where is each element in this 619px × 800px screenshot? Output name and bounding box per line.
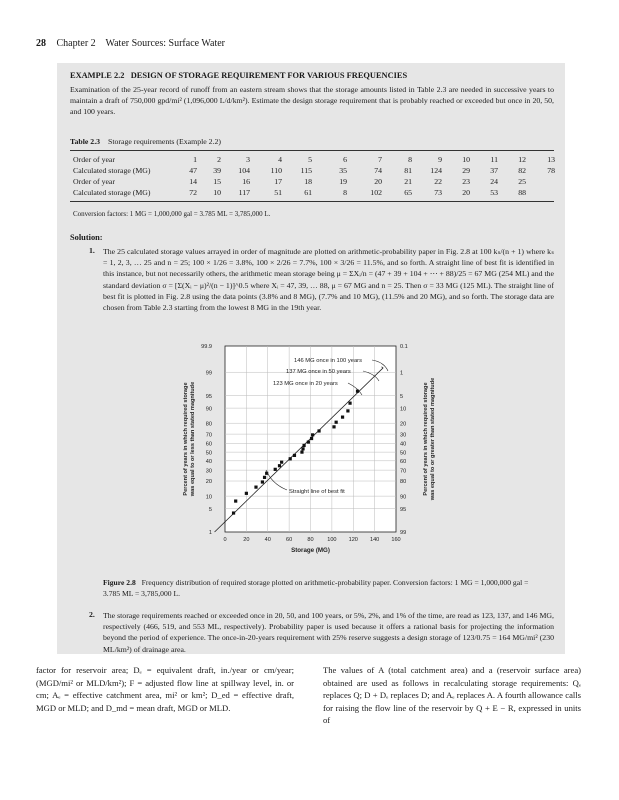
x-tick-label: 60 <box>286 537 293 543</box>
table-cell: 81 <box>404 166 412 175</box>
data-point <box>341 416 344 419</box>
table-cell: 8 <box>408 155 412 164</box>
table-cell: 17 <box>274 177 282 186</box>
y-tick-label-right: 90 <box>400 494 407 501</box>
y-tick-label-left: 99 <box>205 370 212 377</box>
data-point <box>263 476 266 479</box>
data-point <box>311 433 314 436</box>
data-point <box>234 499 237 502</box>
y-tick-label-left: 30 <box>205 468 212 475</box>
table-cell: 65 <box>404 188 412 197</box>
footer-right-column: The values of A (total catchment area) and a (reservoir surface area) obtained are used as follows in recalculating storage requirements: Qₑ replaces Q; D + Dₑ replaces D; and Aₑ replaces A. A fourth allowance calls for raising the flow line of the reservoir by Q + E − R, expressed in units of <box>323 665 581 726</box>
y-tick-label-right: 80 <box>400 479 407 486</box>
figure-label: Figure 2.8 <box>103 578 136 587</box>
data-point <box>245 492 248 495</box>
y-tick-label-left: 70 <box>205 432 212 439</box>
y-tick-label-right: 30 <box>400 432 407 439</box>
table-cell: 72 <box>189 188 197 197</box>
best-fit-label: Straight line of best fit <box>289 489 345 495</box>
step1-text: The 25 calculated storage values arrayed in order of magnitude are plotted on arithmetic-probability paper in Fig. 2.8 at 100 kₛ/(n + 1) where kₛ = 1, 2, 3, … 25 and n = 25; 100 × 1/26 = 3.8%, 100 × 2/26 = 7.7%, 100 × 3/26 = 11.5%, and so forth. A straight line of best fit is identified in this instance, but not necessarily others, the arithmetic mean storage being μ = ΣXᵢ/n = (47 + 39 + 104 + ⋯ + 88)/25 = 67 MG (254 ML) and the standard deviation σ = [Σ(Xᵢ − μ)²/(n − 1)]^0.5 where Xᵢ = 47, 39, … 88, μ = 67 MG and n = 25. Then σ = 33 MG (125 ML). The straight line of best fit is plotted in Fig. 2.8 using the data points (3.8% and 8 MG), (7.7% and 10 MG), (11.5% and 20 MG), and so forth. The storage data are chosen from Table 2.3 starting from the lowest 8 MG in the 19th year. <box>103 247 554 313</box>
y-tick-label-right: 50 <box>400 450 407 457</box>
data-point <box>301 447 304 450</box>
table-cell: 22 <box>434 177 442 186</box>
data-point <box>293 454 296 457</box>
y-tick-label-left: 5 <box>208 506 212 513</box>
step1-number: 1. <box>89 246 95 255</box>
y-tick-label-right: 20 <box>400 421 407 428</box>
table-cell: 6 <box>343 155 347 164</box>
figure-caption <box>103 578 543 599</box>
table-cell: 19 <box>339 177 347 186</box>
solution-title: Solution: <box>70 233 103 242</box>
table-cell: 4 <box>278 155 282 164</box>
data-point <box>310 437 313 440</box>
data-point <box>335 421 338 424</box>
table-cell: 39 <box>213 166 221 175</box>
y-axis-label-right: Percent of years in which required storagewas equal to or greater than stated magnitude <box>423 377 436 501</box>
table-cell: 88 <box>518 188 526 197</box>
data-point <box>332 425 335 428</box>
data-point <box>346 409 349 412</box>
x-tick-label: 20 <box>243 537 250 543</box>
y-tick-label-left: 40 <box>205 459 212 466</box>
data-point <box>280 461 283 464</box>
y-tick-label-left: 10 <box>205 494 212 501</box>
data-point <box>356 390 359 393</box>
table-cell: 124 <box>430 166 442 175</box>
y-tick-label-left: 90 <box>205 406 212 413</box>
x-axis-label: Storage (MG) <box>291 547 330 554</box>
data-point <box>278 464 281 467</box>
example-title: EXAMPLE 2.2 DESIGN OF STORAGE REQUIREMENT FOR VARIOUS FREQUENCIES <box>70 71 408 80</box>
table-cell: 5 <box>308 155 312 164</box>
data-point <box>261 480 264 483</box>
table-cell: 3 <box>246 155 250 164</box>
x-tick-label: 100 <box>327 537 337 543</box>
y-tick-label-left: 1 <box>208 530 212 537</box>
footer-left-column: factor for reservoir area; Dₑ = equivalent draft, in./year or cm/year; (MGD/mi² or MLD/km²); F = adjusted flow line at spillway level, in. or cm; Aₑ = effective catchment area, mi² or km²; D_ed = effective draft, MGD or MLD; and D_md = mean draft, MGD or MLD. <box>36 665 294 713</box>
table-cell: 35 <box>339 166 347 175</box>
table-cell: 61 <box>304 188 312 197</box>
data-point <box>289 457 292 460</box>
table-cell: 78 <box>547 166 555 175</box>
y-tick-label-right: 40 <box>400 441 407 448</box>
table-cell: 20 <box>462 188 470 197</box>
running-title: Chapter 2 Water Sources: Surface Water <box>56 38 226 49</box>
page-number: 28 <box>36 38 46 49</box>
x-tick-label: 0 <box>223 537 227 543</box>
x-tick-label: 160 <box>391 537 401 543</box>
y-tick-label-right: 1 <box>400 370 404 377</box>
y-tick-label-right: 5 <box>400 393 404 400</box>
data-point <box>348 402 351 405</box>
table-cell: 29 <box>462 166 470 175</box>
table-cell: 2 <box>217 155 221 164</box>
y-tick-label-left: 80 <box>205 421 212 428</box>
table-cell: 74 <box>374 166 382 175</box>
table-cell: 102 <box>370 188 382 197</box>
x-tick-label: 40 <box>264 537 271 543</box>
table-cell: 16 <box>242 177 250 186</box>
table-cell: 9 <box>438 155 442 164</box>
data-point <box>317 429 320 432</box>
example-body: Examination of the 25-year record of runoff from an eastern stream shows that the storage amounts listed in Table 2.3 are needed in successive years to maintain a draft of 750,000 gpd/mi² (1,096,000 L/d/km²). Estimate the design storage requirement that is probably reached or exceeded but once in 20, 50, and 100 years. <box>70 85 554 117</box>
table-cell: 15 <box>213 177 221 186</box>
table-cell: 13 <box>547 155 555 164</box>
x-tick-label: 140 <box>369 537 380 543</box>
y-tick-label-right: 60 <box>400 459 407 466</box>
data-point <box>232 511 235 514</box>
y-tick-label-left: 50 <box>205 450 212 457</box>
y-axis-label-left: Percent of years in which required storagewas equal to or less than stated magnitude <box>183 381 196 497</box>
annotation-label: 123 MG once in 20 years <box>273 381 338 387</box>
x-tick-label: 120 <box>348 537 358 543</box>
table-cell: 18 <box>304 177 312 186</box>
table-row-label: Order of year <box>73 155 115 164</box>
step2-number: 2. <box>89 610 95 619</box>
table-cell: 21 <box>404 177 412 186</box>
y-tick-label-right: 95 <box>400 506 407 513</box>
table-caption-text: Storage requirements (Example 2.2) <box>108 137 222 146</box>
data-point <box>307 440 310 443</box>
table-cell: 8 <box>343 188 347 197</box>
data-point <box>300 451 303 454</box>
table-cell: 11 <box>490 155 498 164</box>
table-cell: 51 <box>274 188 282 197</box>
data-point <box>274 468 277 471</box>
y-tick-label-right: 0.1 <box>400 344 408 351</box>
table-cell: 25 <box>518 177 526 186</box>
table-cell: 24 <box>490 177 498 186</box>
table-cell: 115 <box>300 166 312 175</box>
figure-caption-text: Frequency distribution of required storage plotted on arithmetic-probability paper. Conversion factors: 1 MG = 1,000,000 gal = 3.785 ML = 3,785,000 L. <box>103 578 529 598</box>
table-cell: 37 <box>490 166 498 175</box>
table-cell: 7 <box>378 155 382 164</box>
table-cell: 10 <box>213 188 221 197</box>
table-cell: 104 <box>238 166 250 175</box>
table-row-label: Order of year <box>73 177 115 186</box>
table-cell: 110 <box>270 166 282 175</box>
table-cell: 82 <box>518 166 526 175</box>
y-tick-label-left: 99.9 <box>201 344 212 351</box>
annotation-label: 146 MG once in 100 years <box>294 358 362 364</box>
y-tick-label-left: 95 <box>205 393 212 400</box>
step2-text: The storage requirements reached or exceeded once in 20, 50, and 100 years, or 5%, 2%, and 1% of the time, are read as 123, 137, and 146 MG, respectively (466, 519, and 553 ML, respectively). Probability paper is used because it offers a rational basis for projecting the information beyond the period of experience. The once-in-20-years requirement with 25% reserve suggests a design storage of 123/0.75 = 164 MG/mi² (230 ML/km²) of drainage area. <box>103 611 554 654</box>
y-tick-label-right: 10 <box>400 406 407 413</box>
y-tick-label-right: 70 <box>400 468 407 475</box>
table-cell: 12 <box>518 155 526 164</box>
y-tick-label-right: 99 <box>400 530 407 537</box>
annotation-label: 137 MG once in 50 years <box>286 369 351 375</box>
table-cell: 1 <box>193 155 197 164</box>
table-cell: 14 <box>189 177 197 186</box>
table-footnote: Conversion factors: 1 MG = 1,000,000 gal = 3.785 ML = 3,785,000 L. <box>73 210 271 218</box>
table-cell: 20 <box>374 177 382 186</box>
table-cell: 47 <box>189 166 197 175</box>
table-cell: 10 <box>462 155 470 164</box>
y-tick-label-left: 60 <box>205 441 212 448</box>
data-point <box>254 486 257 489</box>
x-tick-label: 80 <box>307 537 314 543</box>
table-cell: 53 <box>490 188 498 197</box>
table-cell: 73 <box>434 188 442 197</box>
data-point <box>302 444 305 447</box>
y-tick-label-left: 20 <box>205 479 212 486</box>
table-cell: 23 <box>462 177 470 186</box>
table-cell: 117 <box>238 188 250 197</box>
table-label: Table 2.3 <box>70 137 101 146</box>
table-row-label: Calculated storage (MG) <box>73 166 151 175</box>
table-row-label: Calculated storage (MG) <box>73 188 151 197</box>
